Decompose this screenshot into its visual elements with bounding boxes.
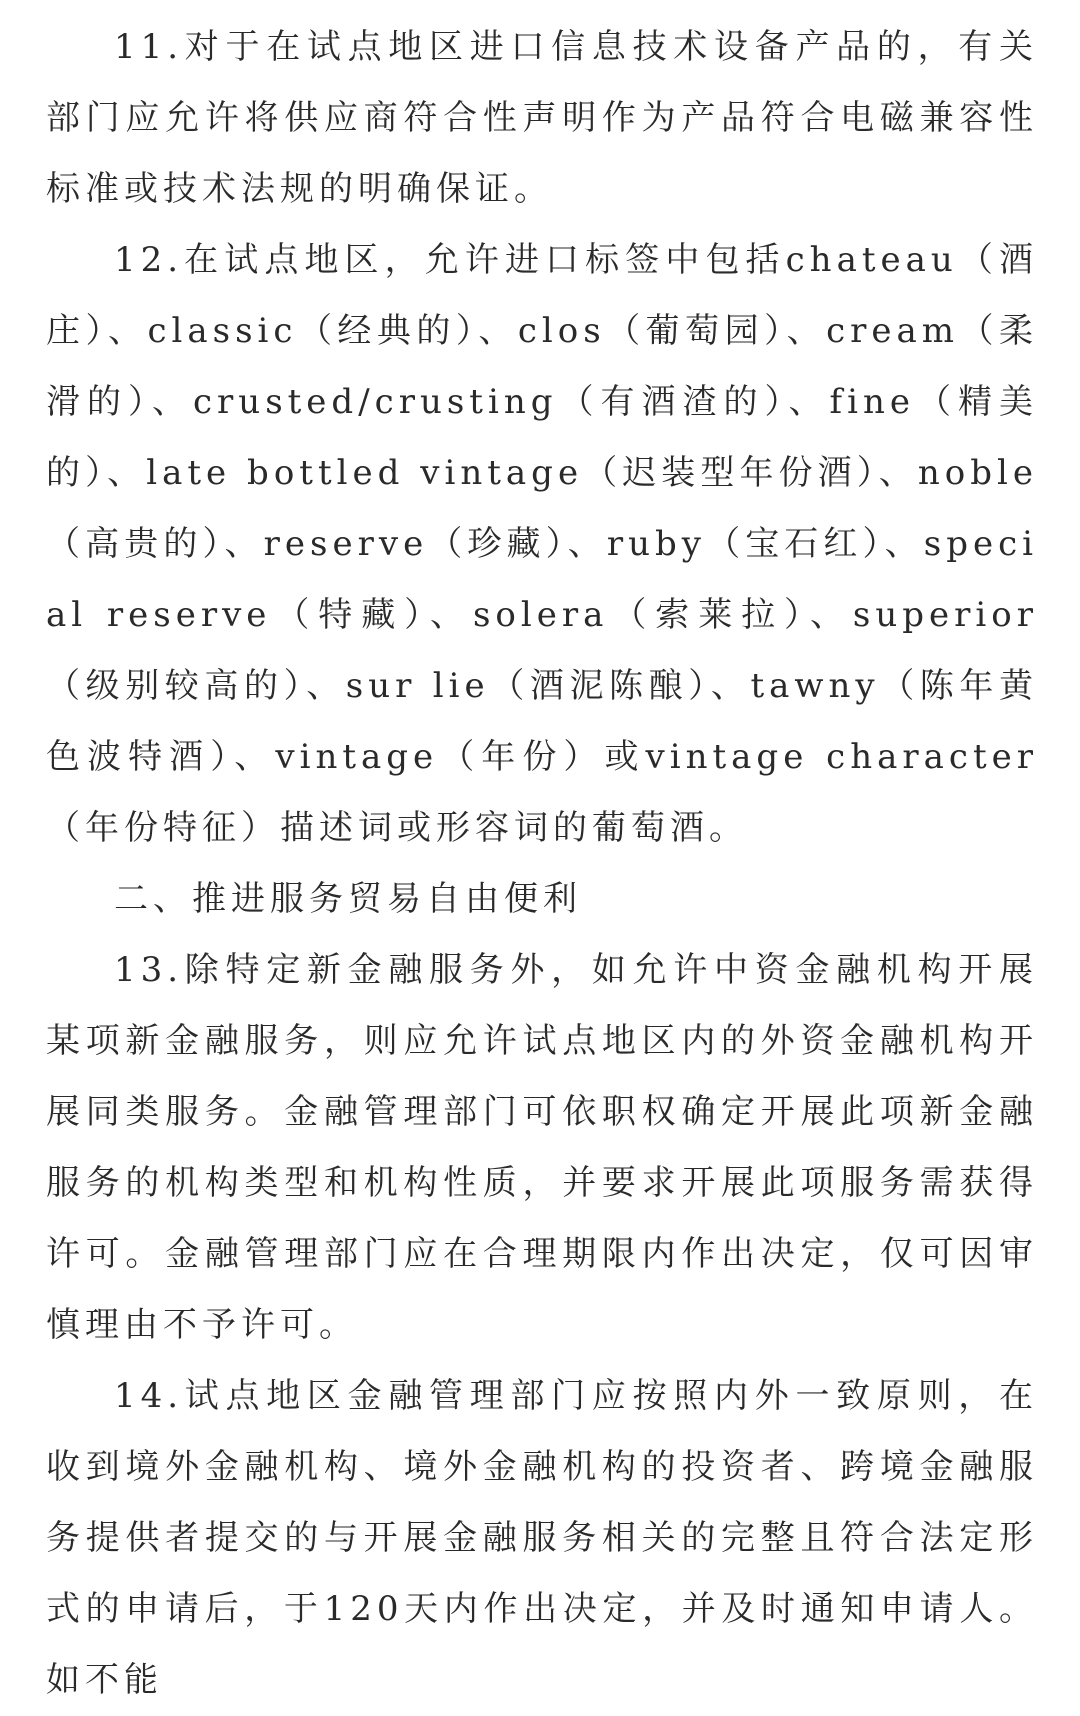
- paragraph-item-11: 11.对于在试点地区进口信息技术设备产品的，有关部门应允许将供应商符合性声明作为产品符合电磁兼容性标准或技术法规的明确保证。: [46, 27, 1038, 209]
- paragraph-item-12: 12.在试点地区，允许进口标签中包括chateau（酒庄）、classic（经典的）、clos（葡萄园）、cream（柔滑的）、crusted/crusting（有酒渣的）、fine（精美的）、late bottled vintage（迟装型年份酒）、noble（高贵的）、reserve（珍藏）、ruby（宝石红）、special reserve（特藏）、solera（索莱拉）、superior（级别较高的）、sur lie（酒泥陈酿）、tawny（陈年黄色波特酒）、vintage（年份）或vintage character（年份特征）描述词或形容词的葡萄酒。: [46, 240, 1038, 848]
- paragraph-item-13: 13.除特定新金融服务外，如允许中资金融机构开展某项新金融服务，则应允许试点地区内的外资金融机构开展同类服务。金融管理部门可依职权确定开展此项新金融服务的机构类型和机构性质，并要求开展此项服务需获得许可。金融管理部门应在合理期限内作出决定，仅可因审慎理由不予许可。: [46, 950, 1038, 1345]
- paragraph-item-14: 14.试点地区金融管理部门应按照内外一致原则，在收到境外金融机构、境外金融机构的投资者、跨境金融服务提供者提交的与开展金融服务相关的完整且符合法定形式的申请后，于120天内作出决定，并及时通知申请人。如不能: [46, 1376, 1038, 1700]
- section-heading: 二、推进服务贸易自由便利: [114, 879, 582, 919]
